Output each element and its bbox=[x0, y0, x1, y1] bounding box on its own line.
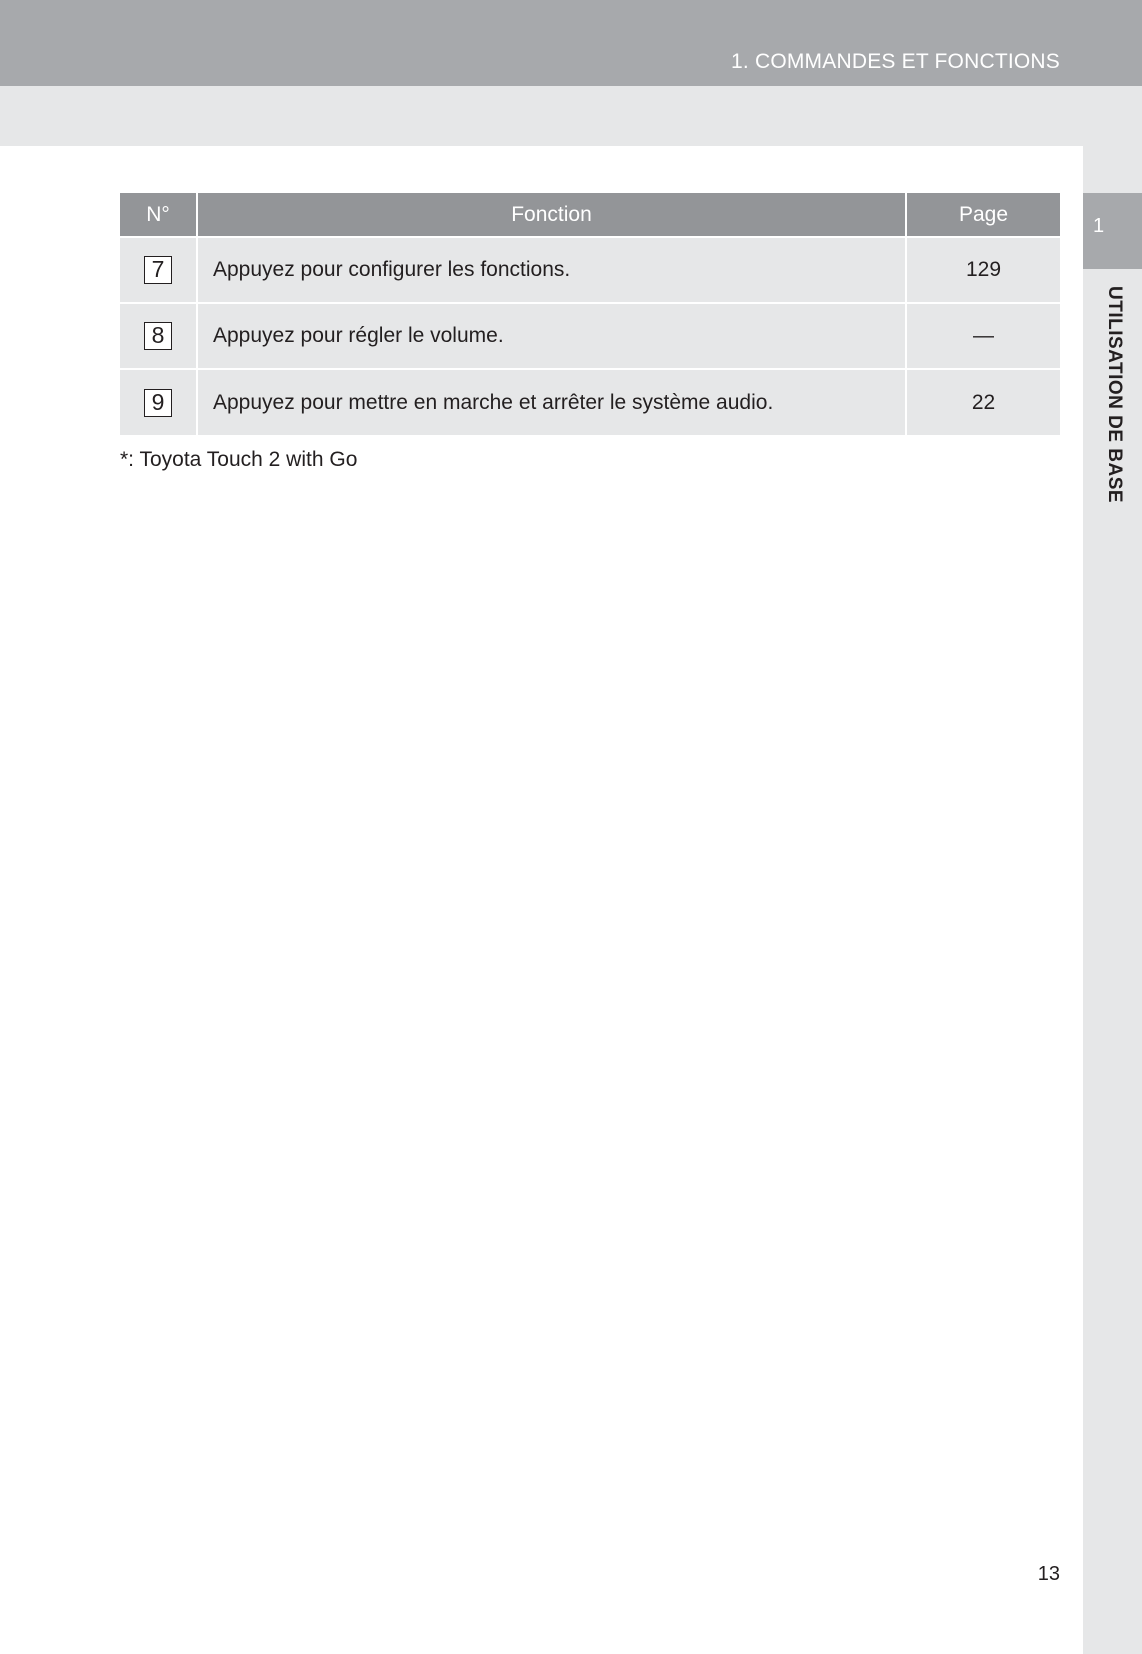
function-cell: Appuyez pour régler le volume. bbox=[197, 303, 906, 369]
item-number-box: 8 bbox=[144, 322, 172, 350]
section-title: 1. COMMANDES ET FONCTIONS bbox=[731, 50, 1060, 73]
chapter-number: 1 bbox=[1093, 215, 1105, 237]
item-number-box: 7 bbox=[144, 256, 172, 284]
page-cell: — bbox=[906, 303, 1060, 369]
page-number: 13 bbox=[1037, 1563, 1060, 1585]
item-number-box: 9 bbox=[144, 389, 172, 417]
header-page: Page bbox=[906, 193, 1060, 237]
header-number: N° bbox=[120, 193, 197, 237]
function-cell: Appuyez pour configurer les fonctions. bbox=[197, 237, 906, 303]
footnote: *: Toyota Touch 2 with Go bbox=[120, 448, 358, 471]
table-row bbox=[120, 237, 1060, 303]
header-function: Fonction bbox=[197, 193, 906, 237]
chapter-title: UTILISATION DE BASE bbox=[1104, 286, 1125, 504]
function-table bbox=[120, 193, 1060, 435]
page-cell: 22 bbox=[906, 369, 1060, 435]
chapter-tab[interactable] bbox=[1083, 193, 1142, 269]
table-row bbox=[120, 369, 1060, 435]
table-row bbox=[120, 303, 1060, 369]
page-cell: 129 bbox=[906, 237, 1060, 303]
table-header-row bbox=[120, 193, 1060, 237]
header-band bbox=[0, 0, 1142, 86]
function-cell: Appuyez pour mettre en marche et arrêter le système audio. bbox=[197, 369, 906, 435]
header-sub-band bbox=[0, 86, 1142, 146]
